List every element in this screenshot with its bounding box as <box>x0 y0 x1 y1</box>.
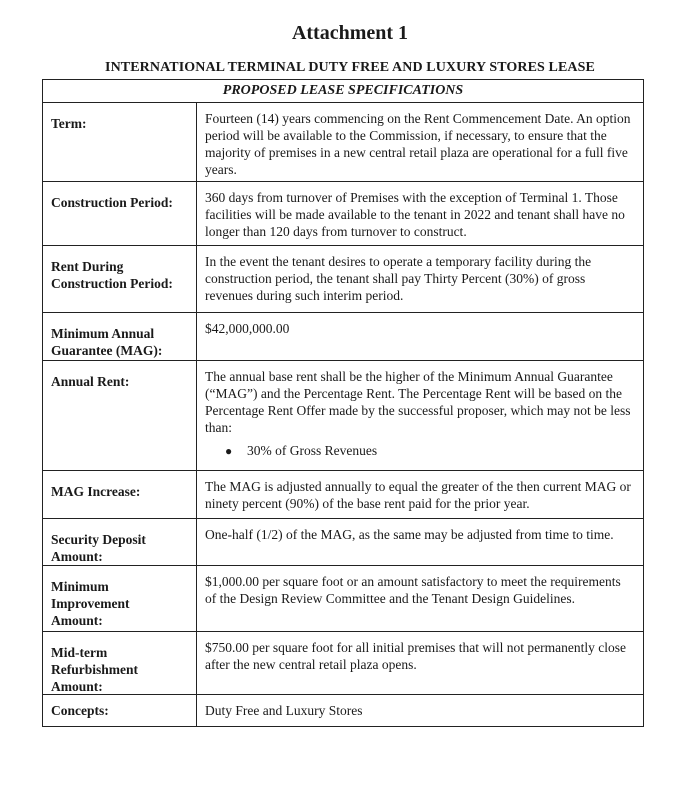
row-label: Construction Period: <box>43 182 197 245</box>
row-label: Annual Rent: <box>43 361 197 470</box>
table-row-annual-rent <box>43 361 643 471</box>
row-label: MAG Increase: <box>43 471 197 518</box>
row-label: Minimum Improvement Amount: <box>43 566 197 631</box>
table-row-minimum-annual-guarantee <box>43 313 643 361</box>
row-value: The MAG is adjusted annually to equal the greater of the then current MAG or ninety percent (90%) of the base rent paid for the prior year. <box>205 479 631 511</box>
table-row-mag-increase <box>43 471 643 519</box>
row-value: Fourteen (14) years commencing on the Rent Commencement Date. An option period will be available to the Commission, if necessary, to ensure that the majority of premises in a new central retail plaza are operational for a full five years. <box>205 111 631 177</box>
row-value: In the event the tenant desires to operate a temporary facility during the construction period, the tenant shall pay Thirty Percent (30%) of gross revenues during such interim period. <box>205 254 592 303</box>
document-title: Attachment 1 <box>291 22 409 44</box>
row-value: The annual base rent shall be the higher of the Minimum Annual Guarantee (“MAG”) and the Percentage Rent. The Percentage Rent will be based on the Percentage Rent Offer made by the successful proposer, which may not be less than: ● 30% of Gross Revenues <box>197 361 643 470</box>
table-row-minimum-improvement <box>43 566 643 632</box>
table-row-term <box>43 103 643 182</box>
row-value: $1,000.00 per square foot or an amount satisfactory to meet the requirements of the Design Review Committee and the Tenant Design Guidelines. <box>205 574 621 606</box>
table-header: PROPOSED LEASE SPECIFICATIONS <box>43 80 643 103</box>
row-label: Minimum Annual Guarantee (MAG): <box>43 313 197 360</box>
row-label: Concepts: <box>43 695 197 726</box>
list-item: ● 30% of Gross Revenues <box>225 443 378 458</box>
table-row-mid-term-refurbishment <box>43 632 643 695</box>
bullet-icon: ● <box>225 444 233 458</box>
row-value: $750.00 per square foot for all initial premises that will not permanently close after the new central retail plaza opens. <box>205 640 627 672</box>
table-row-construction-period <box>43 182 643 246</box>
table-row-rent-during-construction <box>43 246 643 313</box>
row-value: 360 days from turnover of Premises with the exception of Terminal 1. Those facilities will be made available to the tenant in 2022 and tenant shall have no longer than 120 days from turnover to construct. <box>205 190 625 239</box>
row-label: Mid-term Refurbishment Amount: <box>43 632 197 694</box>
document-subtitle: INTERNATIONAL TERMINAL DUTY FREE AND LUXURY STORES LEASE <box>105 60 595 75</box>
table-row-concepts <box>43 695 643 726</box>
table-row-security-deposit <box>43 519 643 566</box>
row-label: Rent During Construction Period: <box>43 246 197 312</box>
row-label: Security Deposit Amount: <box>43 519 197 565</box>
row-label: Term: <box>43 103 197 181</box>
row-value: $42,000,000.00 <box>205 321 290 336</box>
row-value: One-half (1/2) of the MAG, as the same may be adjusted from time to time. <box>205 527 614 542</box>
row-value: Duty Free and Luxury Stores <box>205 703 363 718</box>
lease-specifications-table <box>42 79 644 727</box>
